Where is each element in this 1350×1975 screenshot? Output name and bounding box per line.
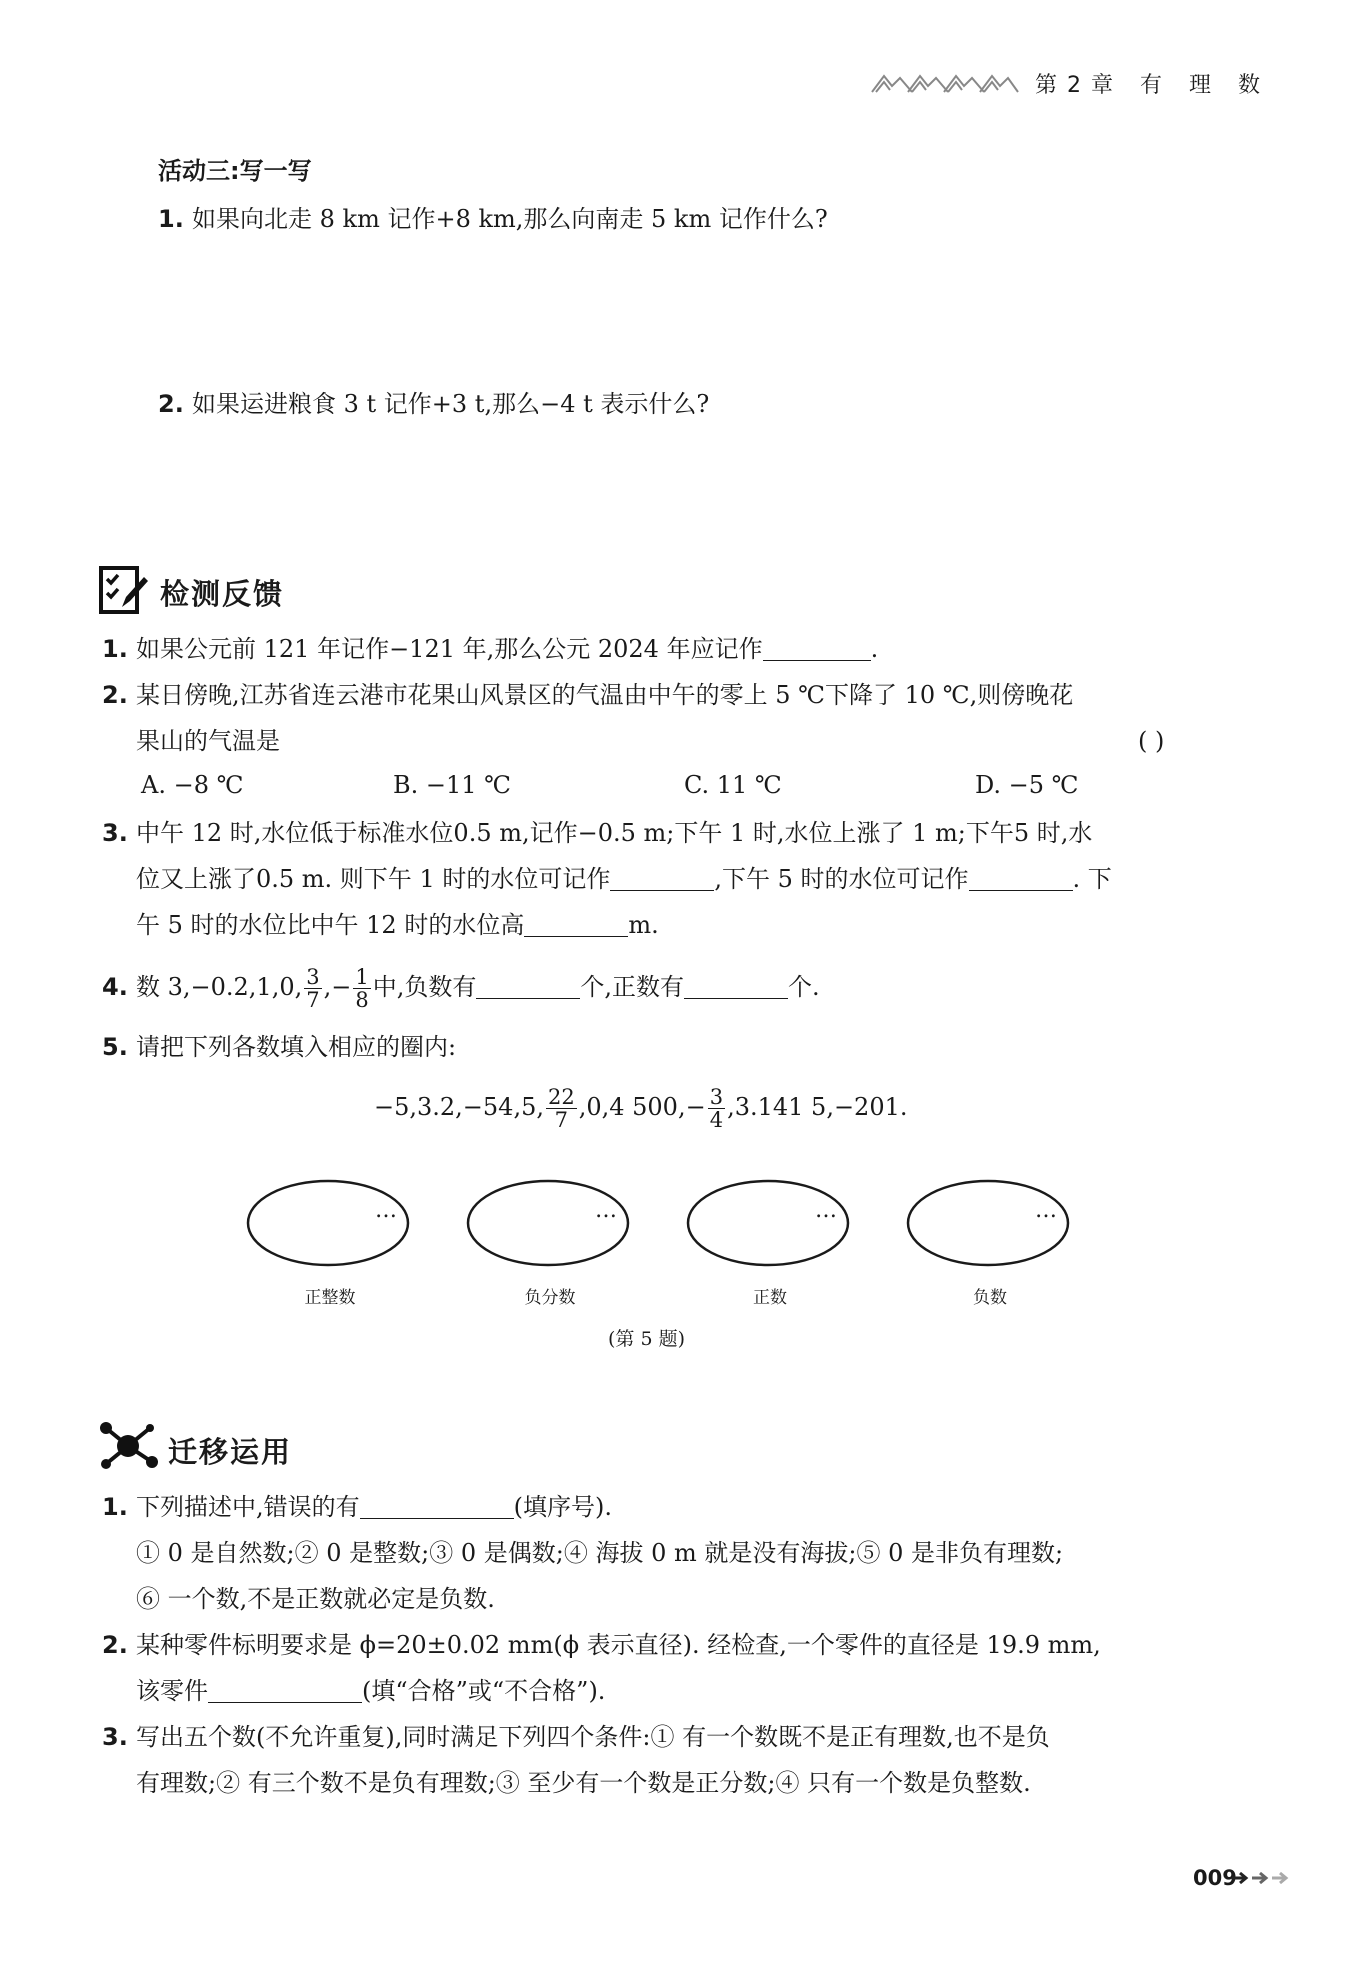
denominator: 4 — [709, 1108, 724, 1132]
oval-label-positive-numbers: 正数 — [753, 1288, 787, 1308]
question-text: 个,正数有 — [580, 973, 685, 1001]
mountain-pattern-icon — [870, 70, 1020, 96]
question-text: (填序号). — [513, 1493, 612, 1521]
question-text: 写出五个数(不允许重复),同时满足下列四个条件:① 有一个数既不是正有理数,也不是负 — [136, 1723, 1050, 1751]
fraction-1-8 — [353, 966, 370, 1011]
question-number: 5. — [102, 1033, 128, 1061]
question-text: 位又上涨了0.5 m. 则下午 1 时的水位可记作 — [136, 865, 611, 893]
transfer-question-1-line2: ① 0 是自然数;② 0 是整数;③ 0 是偶数;④ 海拔 0 m 就是没有海拔;⑤ 0 是非负有理数; — [136, 1539, 1064, 1567]
answer-blank[interactable] — [476, 972, 580, 999]
number-list-text: −5,3.2,−54,5, — [374, 1093, 544, 1121]
feedback-question-1 — [102, 626, 878, 672]
fraction-22-7 — [546, 1086, 577, 1131]
section-title-feedback: 检测反馈 — [160, 577, 285, 611]
oval-positive-integers[interactable] — [248, 1181, 408, 1265]
answer-blank[interactable] — [208, 1676, 362, 1703]
transfer-question-1-line1 — [102, 1484, 612, 1530]
oval-label-negative-fractions: 负分数 — [524, 1288, 576, 1308]
number-list-text: ,3.141 5,−201. — [727, 1093, 908, 1121]
question-number: 1. — [102, 1493, 128, 1521]
question-text: 中,负数有 — [372, 973, 477, 1001]
triple-arrow-icon — [1232, 1870, 1292, 1886]
section-title-transfer: 迁移运用 — [168, 1435, 293, 1469]
transfer-question-2-line2 — [136, 1668, 605, 1714]
answer-blank[interactable] — [763, 634, 871, 661]
classification-ovals — [245, 1178, 1075, 1274]
fraction-3-4 — [708, 1086, 725, 1131]
feedback-question-4 — [102, 964, 820, 1011]
answer-blank[interactable] — [360, 1492, 514, 1519]
question-number: 2. — [158, 390, 184, 418]
ellipsis: … — [595, 1198, 617, 1223]
feedback-question-3-line1 — [102, 810, 1092, 856]
answer-blank[interactable] — [610, 864, 714, 891]
checklist-pencil-icon — [98, 563, 150, 617]
question-text: 午 5 时的水位比中午 12 时的水位高 — [136, 911, 525, 939]
question-text: 某日傍晚,江苏省连云港市花果山风景区的气温由中午的零上 5 ℃下降了 10 ℃,则傍晚花 — [136, 681, 1074, 709]
activity-title: 活动三:写一写 — [158, 157, 312, 185]
oval-label-positive-integers: 正整数 — [304, 1288, 356, 1308]
option-d[interactable]: D. −5 ℃ — [975, 771, 1079, 799]
question-number: 4. — [102, 973, 128, 1001]
question-text: m. — [628, 911, 659, 939]
numerator: 1 — [355, 965, 369, 989]
question-text: (填“合格”或“不合格”). — [362, 1677, 606, 1705]
feedback-question-5 — [102, 1024, 456, 1070]
denominator: 7 — [306, 988, 320, 1012]
answer-blank[interactable] — [684, 972, 788, 999]
activity-question-2 — [158, 381, 709, 427]
oval-negative-fractions[interactable] — [468, 1181, 628, 1265]
denominator: 8 — [355, 988, 369, 1012]
transfer-question-2-line1 — [102, 1622, 1101, 1668]
oval-positive-numbers[interactable] — [688, 1181, 848, 1265]
ellipsis: … — [815, 1198, 837, 1223]
question-text: 该零件 — [136, 1677, 208, 1705]
question-text: 中午 12 时,水位低于标准水位0.5 m,记作−0.5 m;下午 1 时,水位上涨了 1 m;下午5 时,水 — [136, 819, 1093, 847]
number-list — [374, 1084, 908, 1131]
answer-paren[interactable]: ( ) — [1138, 727, 1165, 755]
question-end: . — [870, 635, 879, 663]
fraction-3-7 — [304, 966, 321, 1011]
feedback-question-2-line1 — [102, 672, 1073, 718]
denominator: 7 — [554, 1108, 569, 1132]
question-text: 个. — [788, 973, 820, 1001]
option-a[interactable]: A. −8 ℃ — [141, 771, 244, 799]
transfer-question-1-line3: ⑥ 一个数,不是正数就必定是负数. — [136, 1585, 495, 1613]
feedback-question-2-line2: 果山的气温是 — [136, 727, 280, 755]
question-text: ,− — [323, 973, 352, 1001]
question-text: 下列描述中,错误的有 — [136, 1493, 360, 1521]
question-text: 如果运进粮食 3 t 记作+3 t,那么−4 t 表示什么? — [192, 390, 710, 418]
transfer-question-3-line2: 有理数;② 有三个数不是负有理数;③ 至少有一个数是正分数;④ 只有一个数是负整数. — [136, 1769, 1031, 1797]
option-c[interactable]: C. 11 ℃ — [684, 771, 782, 799]
ellipsis: … — [1035, 1198, 1057, 1223]
oval-negative-numbers[interactable] — [908, 1181, 1068, 1265]
question-text: 某种零件标明要求是 ϕ=20±0.02 mm(ϕ 表示直径). 经检查,一个零件的直径是 19.9 mm, — [136, 1631, 1101, 1659]
numerator: 3 — [709, 1085, 724, 1109]
feedback-question-3-line2 — [136, 856, 1112, 902]
question-text: . 下 — [1072, 865, 1112, 893]
chapter-title: 第2章 有 理 数 — [1035, 73, 1270, 98]
answer-blank[interactable] — [969, 864, 1073, 891]
numerator: 22 — [547, 1085, 575, 1109]
transfer-question-3-line1 — [102, 1714, 1050, 1760]
question-text: 请把下列各数填入相应的圈内: — [136, 1033, 457, 1061]
feedback-question-3-line3 — [136, 902, 659, 948]
question-number: 2. — [102, 681, 128, 709]
molecule-network-icon — [98, 1418, 158, 1474]
question-number: 1. — [102, 635, 128, 663]
numerator: 3 — [306, 965, 320, 989]
figure-caption: (第 5 题) — [608, 1328, 685, 1350]
oval-label-negative-numbers: 负数 — [973, 1288, 1007, 1308]
question-text: ,下午 5 时的水位可记作 — [714, 865, 969, 893]
answer-blank[interactable] — [524, 910, 628, 937]
number-list-text: ,0,4 500,− — [578, 1093, 706, 1121]
ellipsis: … — [375, 1198, 397, 1223]
option-b[interactable]: B. −11 ℃ — [393, 771, 512, 799]
question-number: 1. — [158, 205, 184, 233]
question-number: 3. — [102, 1723, 128, 1751]
page-number: 009 — [1193, 1866, 1237, 1890]
question-text: 如果公元前 121 年记作−121 年,那么公元 2024 年应记作 — [136, 635, 763, 663]
question-number: 3. — [102, 819, 128, 847]
question-text: 数 3,−0.2,1,0, — [136, 973, 303, 1001]
activity-question-1 — [158, 196, 828, 242]
question-text: 如果向北走 8 km 记作+8 km,那么向南走 5 km 记作什么? — [192, 205, 828, 233]
question-number: 2. — [102, 1631, 128, 1659]
